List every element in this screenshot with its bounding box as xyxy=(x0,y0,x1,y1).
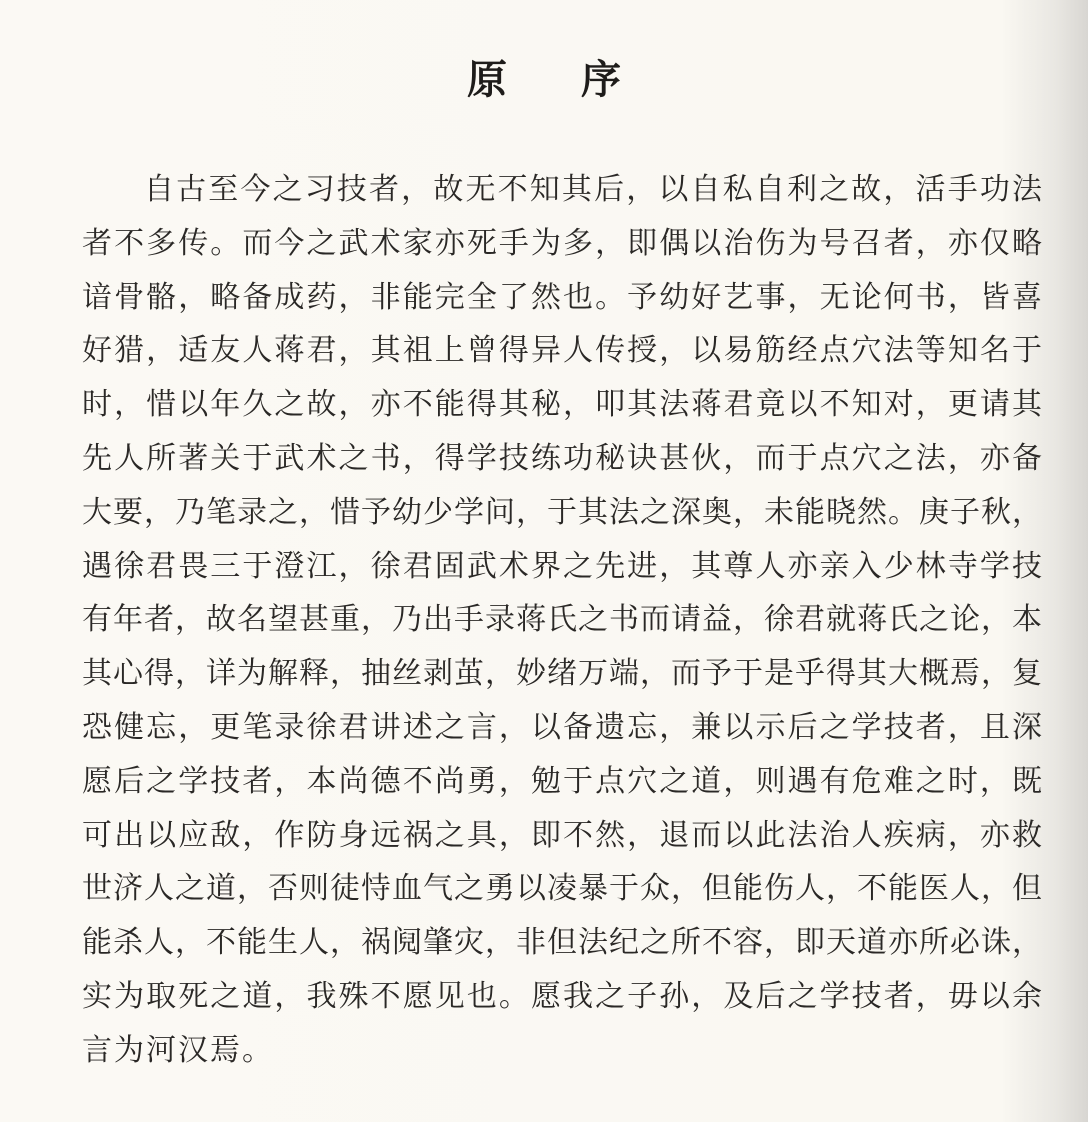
text-line: 其心得，详为解释，抽丝剥茧，妙绪万端，而予于是乎得其大概焉，复 xyxy=(82,656,1042,692)
text-line: 自古至今之习技者，故无不知其后，以自私自利之故，活手功法 xyxy=(144,172,1042,207)
text-line: 实为取死之道，我殊不愿见也。愿我之子孙，及后之学技者，毋以余 xyxy=(82,978,1042,1014)
page-title: 原 序 xyxy=(467,56,651,103)
text-line: 能杀人，不能生人，祸阋肇灾，非但法纪之所不容，即天道亦所必诛， xyxy=(82,925,1042,961)
text-line: 言为河汉焉。 xyxy=(82,1032,274,1068)
text-line: 愿后之学技者，本尚德不尚勇，勉于点穴之道，则遇有危难之时，既 xyxy=(82,763,1042,799)
preface-body xyxy=(82,168,1042,1083)
text-line: 好猎，适友人蒋君，其祖上曾得异人传授，以易筋经点穴法等知名于 xyxy=(82,333,1042,369)
text-line: 大要，乃笔录之，惜予幼少学问，于其法之深奥，未能晓然。庚子秋， xyxy=(82,494,1042,530)
text-line: 者不多传。而今之武术家亦死手为多，即偶以治伤为号召者，亦仅略 xyxy=(82,225,1042,261)
text-line: 恐健忘，更笔录徐君讲述之言，以备遗忘，兼以示后之学技者，且深 xyxy=(82,709,1042,745)
text-line: 先人所著关于武术之书，得学技练功秘诀甚伙，而于点穴之法，亦备 xyxy=(82,440,1042,476)
text-line: 世济人之道，否则徒恃血气之勇以凌暴于众，但能伤人，不能医人，但 xyxy=(82,871,1042,907)
text-line: 谙骨骼，略备成药，非能完全了然也。予幼好艺事，无论何书，皆喜 xyxy=(82,279,1042,315)
text-line: 遇徐君畏三于澄江，徐君固武术界之先进，其尊人亦亲入少林寺学技 xyxy=(82,548,1042,584)
text-line: 有年者，故名望甚重，乃出手录蒋氏之书而请益，徐君就蒋氏之论，本 xyxy=(82,602,1042,638)
text-line: 可出以应敌，作防身远祸之具，即不然，退而以此法治人疾病，亦救 xyxy=(82,817,1042,853)
text-line: 时，惜以年久之故，亦不能得其秘，叩其法蒋君竟以不知对，更请其 xyxy=(82,387,1042,423)
